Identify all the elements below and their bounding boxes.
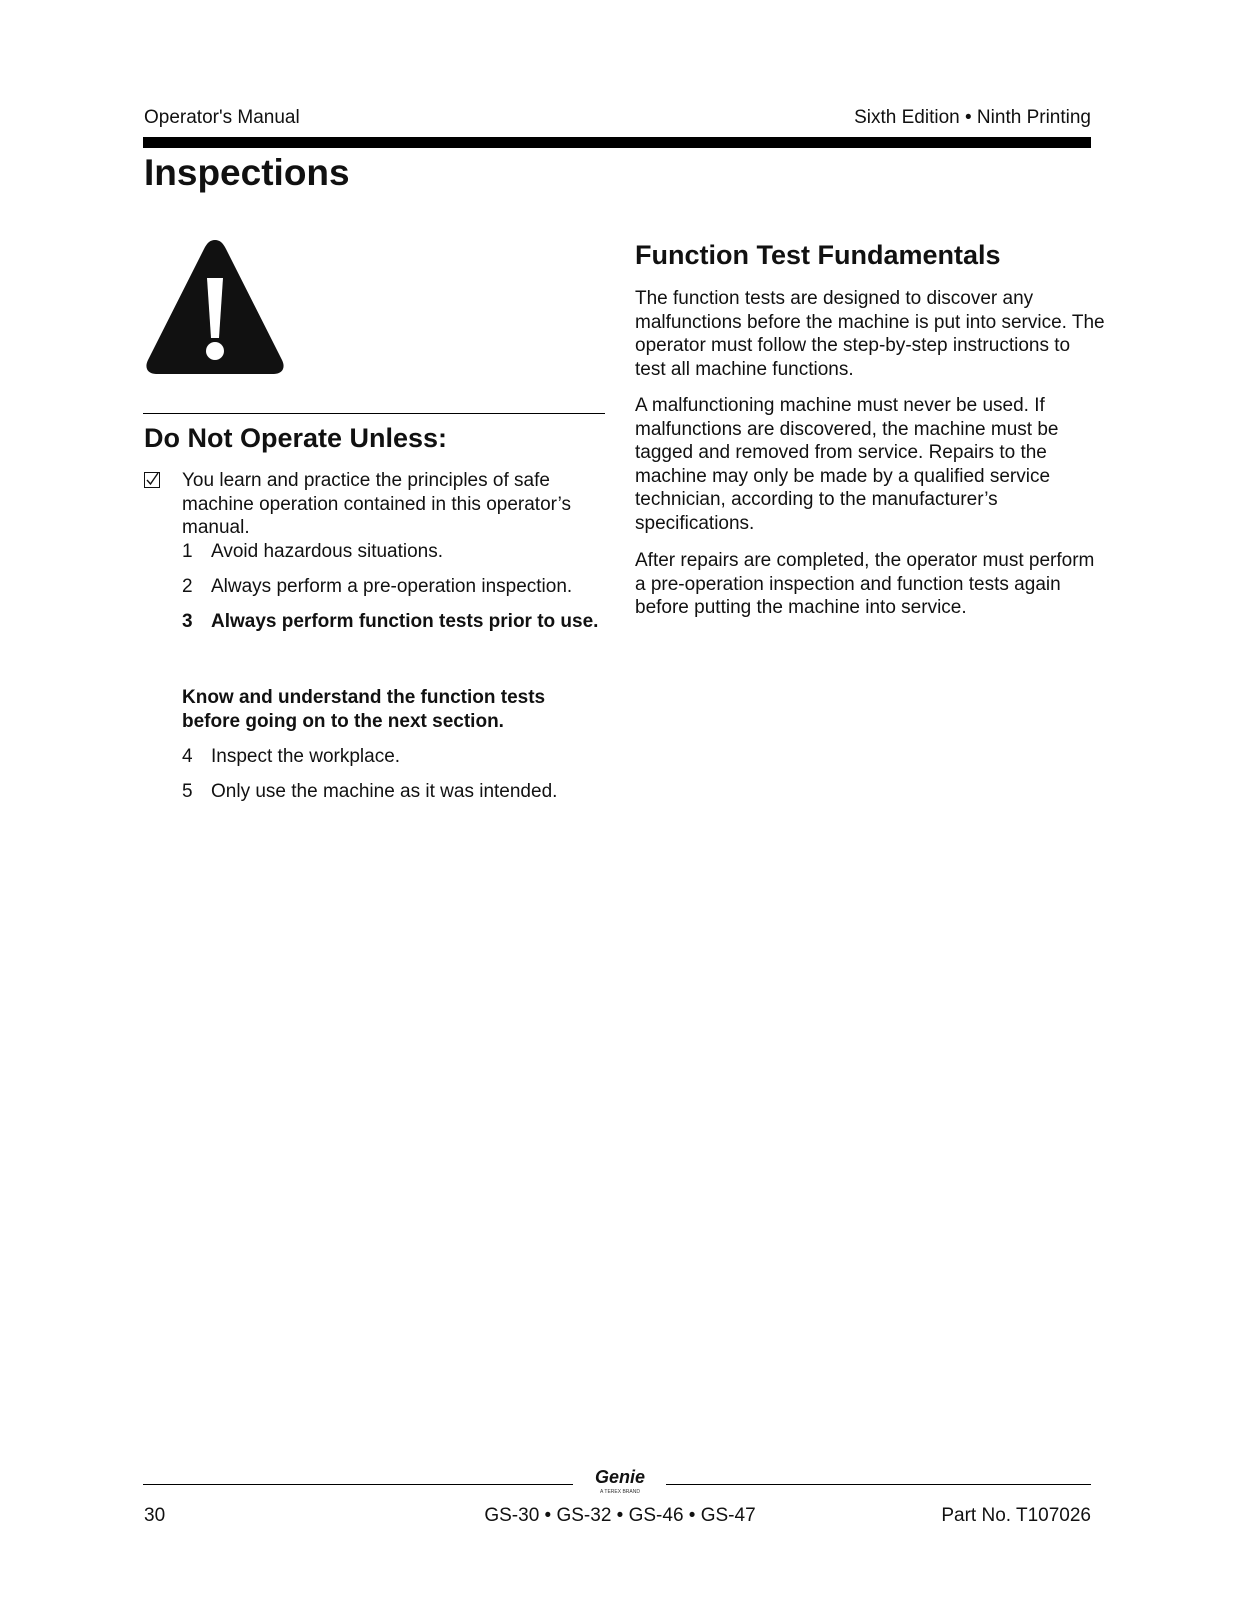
footer-models: GS-30 • GS-32 • GS-46 • GS-47 <box>484 1505 756 1526</box>
list-item-text: Avoid hazardous situations. <box>211 541 444 562</box>
header-right: Sixth Edition • Ninth Printing <box>854 107 1091 128</box>
warning-exclamation-icon <box>144 238 286 376</box>
list-item-number: 1 <box>182 541 193 562</box>
list-item-text: Always perform a pre-operation inspection. <box>211 576 573 597</box>
list-item-2 <box>182 575 602 599</box>
list-item-number: 5 <box>182 781 193 802</box>
part-number: Part No. T107026 <box>941 1505 1091 1526</box>
checklist-item-text: You learn and practice the principles of safe machine operation contained in this operator’s manual. <box>182 470 572 538</box>
list-item-text: Always perform function tests prior to use. <box>211 611 599 632</box>
list-item-text: Inspect the workplace. <box>211 746 401 767</box>
page-number: 30 <box>144 1505 166 1526</box>
do-not-operate-heading: Do Not Operate Unless: <box>144 423 448 453</box>
list-item-number: 4 <box>182 746 193 767</box>
paragraph-1: The function tests are designed to discover any malfunctions before the machine is put into service. The operator must follow the step-by-step instructions to test all machine functions. <box>635 288 1105 380</box>
svg-text:A TEREX BRAND: A TEREX BRAND <box>600 1489 640 1495</box>
checklist-item <box>144 469 604 540</box>
checkbox-checked-icon <box>144 472 160 488</box>
function-test-heading: Function Test Fundamentals <box>635 240 1001 270</box>
list-item-number: 2 <box>182 576 193 597</box>
footer-rule-right <box>666 1484 1091 1485</box>
list-item-text: Only use the machine as it was intended. <box>211 781 558 802</box>
paragraph-2: A malfunctioning machine must never be used. If malfunctions are discovered, the machine must be tagged and removed from service. Repairs to the machine may only be made by a qualified service technician, according to the manufacturer’s specifications. <box>635 395 1059 534</box>
svg-text:Genie: Genie <box>594 1467 646 1487</box>
list-item-4 <box>182 745 602 769</box>
header-left: Operator's Manual <box>144 107 300 128</box>
header-rule <box>143 137 1091 148</box>
list-item-1 <box>182 540 602 564</box>
page-title: Inspections <box>144 152 350 193</box>
list-item-5 <box>182 780 602 804</box>
column-rule <box>143 413 605 414</box>
footer-rule-left <box>143 1484 573 1485</box>
list-item-3 <box>182 610 602 634</box>
genie-logo <box>580 1466 660 1496</box>
paragraph-3: After repairs are completed, the operator must perform a pre-operation inspection and function tests again before putting the machine into service. <box>635 550 1095 618</box>
function-test-note: Know and understand the function tests before going on to the next section. <box>182 687 546 732</box>
list-item-number: 3 <box>182 611 193 632</box>
